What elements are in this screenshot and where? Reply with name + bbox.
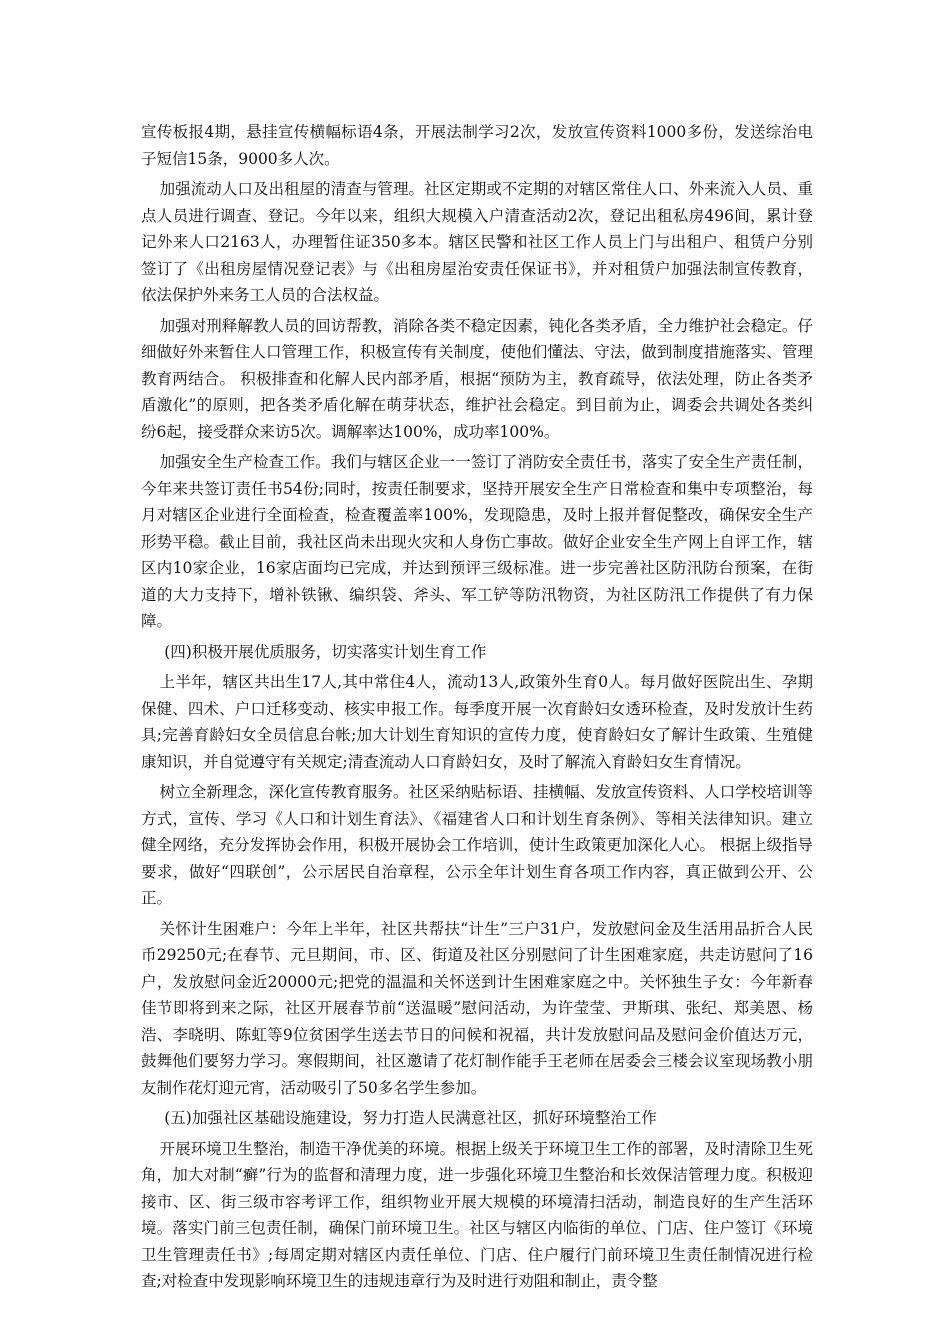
paragraph-6: 树立全新理念，深化宣传教育服务。社区采纳贴标语、挂横幅、发放宣传资料、人口学校培训等方式，宣传、学习《人口和计划生育法》、《福建省人口和计划生育条例》、等相关法律知识。建立健全网络，充分发挥协会作用，积极开展协会工作培训，使计生政策更加深化人心。 根据上级指导要求，做好“四联创”，公示居民自治章程，公示全年计划生育各项工作内容，真正做到公开、公正。 — [141, 783, 813, 907]
paragraph-5: 上半年，辖区共出生17人,其中常住4人，流动13人,政策外生育0人。每月做好医院出生、孕期保健、四术、户口迁移变动、核实申报工作。每季度开展一次育龄妇女透环检查，及时发放计生药具;完善育龄妇女全员信息台帐;加大计划生育知识的宣传力度，使育龄妇女了解计生政策、生殖健康知识，并自觉遵守有关规定;清查流动人口育龄妇女，及时了解流入育龄妇女生育情况。 — [141, 673, 813, 771]
document-page — [141, 119, 813, 1299]
section-heading-5: (五)加强社区基础设施建设，努力打造人民满意社区，抓好环境整治工作 — [164, 1109, 657, 1127]
section-heading-4: (四)积极开展优质服务，切实落实计划生育工作 — [164, 642, 487, 661]
paragraph-2: 加强流动人口及出租屋的清查与管理。社区定期或不定期的对辖区常住人口、外来流入人员、重点人员进行调查、登记。今年以来，组织大规模入户清查活动2次，登记出租私房496间，累计登记外来人口2163人，办理暂住证350多本。辖区民警和社区工作人员上门与出租户、租赁户分别签订了《出租房屋情况登记表》与《出租房屋治安责任保证书》，并对租赁户加强法制宣传教育，依法保护外来务工人员的合法权益。 — [141, 180, 813, 304]
paragraph-1: 宣传板报4期，悬挂宣传横幅标语4条，开展法制学习2次，发放宣传资料1000多份，发送综治电子短信15条，9000多人次。 — [141, 123, 813, 168]
paragraph-3: 加强对刑释解教人员的回访帮教，消除各类不稳定因素，钝化各类矛盾，全力维护社会稳定。仔细做好外来暂住人口管理工作，积极宣传有关制度，使他们懂法、守法，做到制度措施落实、管理教育两结合。 积极排查和化解人民内部矛盾，根据“预防为主，教育疏导，依法处理，防止各类矛盾激化”的原则，把各类矛盾化解在萌芽状态，维护社会稳定。到目前为止，调委会共调处各类纠纷6起，接受群众来访5次。调解率达100%，成功率100%。 — [141, 316, 813, 441]
paragraph-7: 关怀计生困难户：今年上半年，社区共帮扶“计生”三户31户，发放慰问金及生活用品折合人民币29250元;在春节、元旦期间，市、区、街道及社区分别慰问了计生困难家庭，共走访慰问了16户，发放慰问金近20000元;把党的温温和关怀送到计生困难家庭之中。关怀独生子女：今年新春佳节即将到来之际，社区开展春节前“送温暖”慰问活动，为许莹莹、尹斯琪、张纪、郑美恩、杨浩、李晓明、陈虹等9位贫困学生送去节日的问候和祝福，共计发放慰问品及慰问金价值达万元，鼓舞他们要努力学习。寒假期间，社区邀请了花灯制作能手王老师在居委会三楼会议室现场教小朋友制作花灯迎元宵，活动吸引了50多名学生参加。 — [141, 919, 813, 1097]
paragraph-4: 加强安全生产检查工作。我们与辖区企业一一签订了消防安全责任书，落实了安全生产责任制，今年来共签订责任书54份;同时，按责任制要求，坚持开展安全生产日常检查和集中专项整治，每月对辖区企业进行全面检查，检查覆盖率100%，发现隐患，及时上报并督促整改，确保安全生产形势平稳。截止目前，我社区尚未出现火灾和人身伤亡事故。做好企业安全生产网上自评工作，辖区内10家企业，16家店面均已完成，并达到预评三级标准。进一步完善社区防汛防台预案，在街道的大力支持下，增补铁锹、编织袋、斧头、军工铲等防汛物资，为社区防汛工作提供了有力保障。 — [141, 453, 813, 630]
paragraph-8: 开展环境卫生整治，制造干净优美的环境。根据上级关于环境卫生工作的部署，及时清除卫生死角，加大对制“癣”行为的监督和清理力度，进一步强化环境卫生整治和长效保洁管理力度。积极迎接市、区、街三级市容考评工作，组织物业开展大规模的环境清扫活动，制造良好的生产生活环境。落实门前三包责任制，确保门前环境卫生。社区与辖区内临街的单位、门店、住户签订《环境卫生管理责任书》;每周定期对辖区内责任单位、门店、住户履行门前环境卫生责任制情况进行检查;对检查中发现影响环境卫生的违规违章行为及时进行劝阻和制止，责令整 — [141, 1139, 813, 1290]
